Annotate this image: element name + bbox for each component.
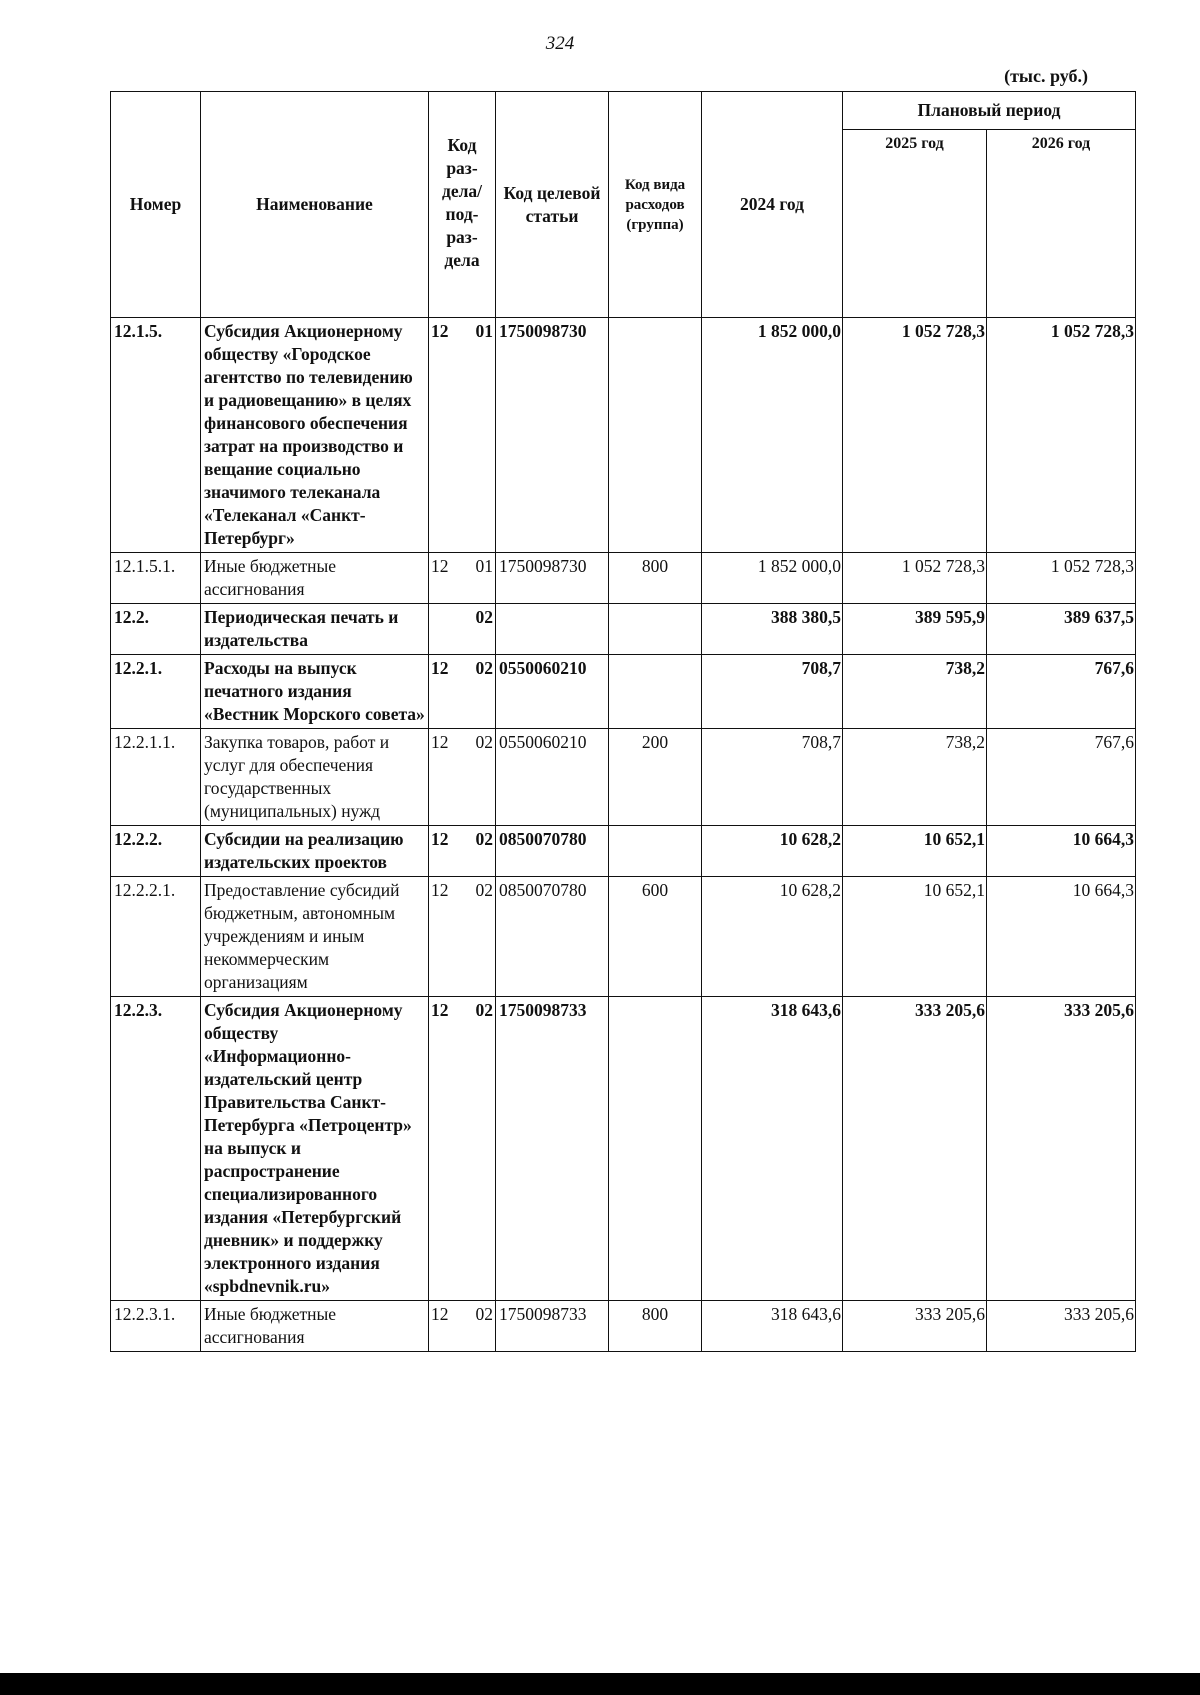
cell-expense-type bbox=[609, 997, 702, 1301]
cell-section bbox=[429, 826, 496, 877]
cell-target: 0850070780 bbox=[496, 877, 609, 997]
cell-expense-type: 200 bbox=[609, 729, 702, 826]
cell-name: Иные бюджетные ассигнования bbox=[201, 553, 429, 604]
cell-2025: 10 652,1 bbox=[843, 877, 987, 997]
cell-target: 1750098730 bbox=[496, 553, 609, 604]
header-expense-type: Код вида расходов (группа) bbox=[609, 92, 702, 318]
cell-name: Субсидия Акционерному обществу «Информационно-издательский центр Правительства Санкт-Петербурга «Петроцентр» на выпуск и распространение специализированного издания «Петербургский дневник» и поддержку электронного издания «spbdnevnik.ru» bbox=[201, 997, 429, 1301]
header-planning-period: Плановый период bbox=[843, 92, 1136, 130]
cell-expense-type bbox=[609, 655, 702, 729]
section-code: 12 bbox=[431, 1000, 449, 1020]
cell-name: Иные бюджетные ассигнования bbox=[201, 1301, 429, 1352]
header-2025: 2025 год bbox=[843, 130, 987, 318]
section-code: 12 bbox=[431, 732, 449, 752]
subsection-code: 02 bbox=[475, 1000, 493, 1020]
subsection-code: 02 bbox=[475, 607, 493, 627]
cell-2024: 10 628,2 bbox=[702, 826, 843, 877]
cell-2026: 1 052 728,3 bbox=[987, 553, 1136, 604]
cell-2025: 738,2 bbox=[843, 729, 987, 826]
header-name: Наименование bbox=[201, 92, 429, 318]
table-row bbox=[111, 553, 1136, 604]
cell-number: 12.1.5. bbox=[111, 318, 201, 553]
cell-2024: 318 643,6 bbox=[702, 1301, 843, 1352]
header-number: Номер bbox=[111, 92, 201, 318]
cell-2025: 389 595,9 bbox=[843, 604, 987, 655]
section-code: 12 bbox=[431, 321, 449, 341]
cell-2026: 767,6 bbox=[987, 655, 1136, 729]
header-2026: 2026 год bbox=[987, 130, 1136, 318]
subsection-code: 02 bbox=[475, 658, 493, 678]
table-row bbox=[111, 877, 1136, 997]
cell-2025: 333 205,6 bbox=[843, 1301, 987, 1352]
cell-expense-type: 800 bbox=[609, 1301, 702, 1352]
cell-2026: 333 205,6 bbox=[987, 997, 1136, 1301]
cell-2026: 767,6 bbox=[987, 729, 1136, 826]
subsection-code: 02 bbox=[475, 880, 493, 900]
cell-section bbox=[429, 997, 496, 1301]
cell-number: 12.2.2. bbox=[111, 826, 201, 877]
cell-section bbox=[429, 655, 496, 729]
cell-2024: 708,7 bbox=[702, 655, 843, 729]
section-code bbox=[429, 606, 433, 629]
cell-2026: 333 205,6 bbox=[987, 1301, 1136, 1352]
cell-name: Субсидия Акционерному обществу «Городское агентство по телевидению и радиовещанию» в целях финансового обеспечения затрат на производство и вещание социально значимого телеканала «Телеканал «Санкт-Петербург» bbox=[201, 318, 429, 553]
cell-number: 12.2. bbox=[111, 604, 201, 655]
cell-name: Периодическая печать и издательства bbox=[201, 604, 429, 655]
cell-2025: 10 652,1 bbox=[843, 826, 987, 877]
table-row bbox=[111, 826, 1136, 877]
table-row bbox=[111, 997, 1136, 1301]
cell-name: Предоставление субсидий бюджетным, автономным учреждениям и иным некоммерческим организациям bbox=[201, 877, 429, 997]
cell-number: 12.2.3. bbox=[111, 997, 201, 1301]
table-row bbox=[111, 604, 1136, 655]
subsection-code: 02 bbox=[475, 732, 493, 752]
cell-2024: 388 380,5 bbox=[702, 604, 843, 655]
cell-target: 1750098733 bbox=[496, 997, 609, 1301]
cell-2026: 10 664,3 bbox=[987, 877, 1136, 997]
cell-2026: 10 664,3 bbox=[987, 826, 1136, 877]
table-body bbox=[111, 318, 1136, 1352]
section-code: 12 bbox=[431, 829, 449, 849]
table-row bbox=[111, 318, 1136, 553]
cell-number: 12.1.5.1. bbox=[111, 553, 201, 604]
cell-section bbox=[429, 1301, 496, 1352]
header-2024: 2024 год bbox=[702, 92, 843, 318]
cell-number: 12.2.3.1. bbox=[111, 1301, 201, 1352]
cell-2024: 10 628,2 bbox=[702, 877, 843, 997]
units-label: (тыс. руб.) bbox=[1004, 66, 1088, 86]
cell-expense-type: 600 bbox=[609, 877, 702, 997]
cell-section bbox=[429, 877, 496, 997]
cell-name: Расходы на выпуск печатного издания «Вестник Морского совета» bbox=[201, 655, 429, 729]
cell-expense-type bbox=[609, 826, 702, 877]
cell-2025: 333 205,6 bbox=[843, 997, 987, 1301]
cell-section bbox=[429, 553, 496, 604]
cell-section bbox=[429, 729, 496, 826]
cell-2024: 708,7 bbox=[702, 729, 843, 826]
cell-name: Субсидии на реализацию издательских проектов bbox=[201, 826, 429, 877]
cell-2025: 1 052 728,3 bbox=[843, 318, 987, 553]
table-row bbox=[111, 655, 1136, 729]
header-section: Код раз- дела/ под- раз- дела bbox=[429, 92, 496, 318]
scan-edge-bar bbox=[0, 1673, 1200, 1695]
subsection-code: 02 bbox=[475, 829, 493, 849]
cell-number: 12.2.1.1. bbox=[111, 729, 201, 826]
section-code: 12 bbox=[431, 658, 449, 678]
cell-2024: 1 852 000,0 bbox=[702, 553, 843, 604]
subsection-code: 02 bbox=[475, 1304, 493, 1324]
header-target: Код целевой статьи bbox=[496, 92, 609, 318]
cell-expense-type bbox=[609, 604, 702, 655]
cell-2024: 1 852 000,0 bbox=[702, 318, 843, 553]
cell-expense-type bbox=[609, 318, 702, 553]
cell-expense-type: 800 bbox=[609, 553, 702, 604]
cell-section bbox=[429, 318, 496, 553]
cell-2025: 1 052 728,3 bbox=[843, 553, 987, 604]
cell-target: 0550060210 bbox=[496, 729, 609, 826]
cell-target: 0550060210 bbox=[496, 655, 609, 729]
cell-number: 12.2.1. bbox=[111, 655, 201, 729]
cell-target: 1750098730 bbox=[496, 318, 609, 553]
page-number: 324 bbox=[545, 33, 575, 54]
cell-2026: 1 052 728,3 bbox=[987, 318, 1136, 553]
cell-number: 12.2.2.1. bbox=[111, 877, 201, 997]
cell-target bbox=[496, 604, 609, 655]
cell-2025: 738,2 bbox=[843, 655, 987, 729]
cell-name: Закупка товаров, работ и услуг для обеспечения государственных (муниципальных) нужд bbox=[201, 729, 429, 826]
table-row bbox=[111, 729, 1136, 826]
cell-2024: 318 643,6 bbox=[702, 997, 843, 1301]
cell-2026: 389 637,5 bbox=[987, 604, 1136, 655]
section-code: 12 bbox=[431, 1304, 449, 1324]
cell-section bbox=[429, 604, 496, 655]
table-row bbox=[111, 1301, 1136, 1352]
section-code: 12 bbox=[431, 880, 449, 900]
subsection-code: 01 bbox=[475, 556, 493, 576]
budget-table bbox=[110, 91, 1136, 1352]
cell-target: 0850070780 bbox=[496, 826, 609, 877]
subsection-code: 01 bbox=[475, 321, 493, 341]
section-code: 12 bbox=[431, 556, 449, 576]
cell-target: 1750098733 bbox=[496, 1301, 609, 1352]
